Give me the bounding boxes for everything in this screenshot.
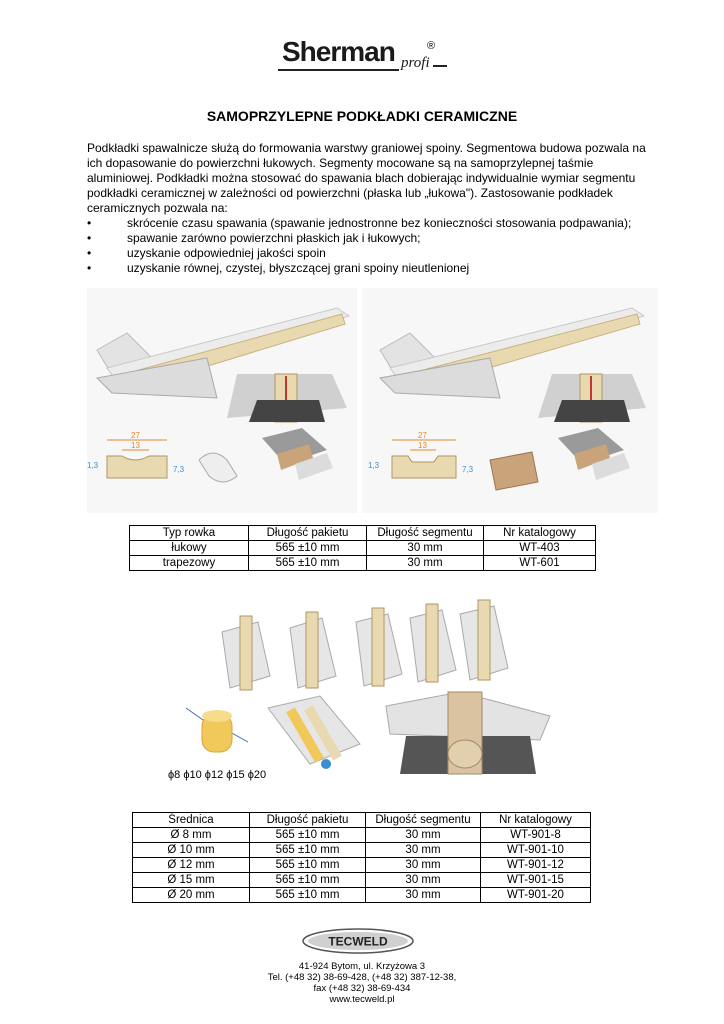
table-row: Ø 15 mm 565 ±10 mm 30 mm WT-901-15 (133, 873, 591, 888)
page-title: SAMOPRZYLEPNE PODKŁADKI CERAMICZNE (206, 108, 518, 124)
footer-address: 41-924 Bytom, ul. Krzyżowa 3 (298, 961, 426, 972)
svg-text:1,3: 1,3 (368, 461, 380, 470)
logo-underline-tail (433, 65, 447, 67)
logo-underline (278, 69, 399, 71)
svg-text:TECWELD: TECWELD (328, 934, 388, 949)
table-groove-types (129, 525, 596, 571)
table-row: Ø 20 mm 565 ±10 mm 30 mm WT-901-20 (133, 888, 591, 903)
list-item: • spawanie zarówno powierzchni płaskich jak i łukowych; (87, 231, 421, 245)
table-row: łukowy 565 ±10 mm 30 mm WT-403 (130, 541, 596, 556)
svg-text:13: 13 (418, 441, 427, 450)
diameter-labels: ϕ8 ϕ10 ϕ12 ϕ15 ϕ20 (168, 769, 267, 781)
brand-name: Sherman (282, 36, 395, 67)
table-row: Ø 8 mm 565 ±10 mm 30 mm WT-901-8 (133, 828, 591, 843)
registered-mark: ® (427, 40, 436, 52)
svg-text:7,3: 7,3 (462, 465, 474, 474)
product-photo-arched (87, 288, 357, 513)
table-row: trapezowy 565 ±10 mm 30 mm WT-601 (130, 556, 596, 571)
svg-text:7,3: 7,3 (173, 465, 185, 474)
footer-fax: fax (+48 32) 38-69-434 (313, 983, 411, 994)
intro-text (87, 141, 647, 276)
table-row: Ø 10 mm 565 ±10 mm 30 mm WT-901-10 (133, 843, 591, 858)
list-item: • uzyskanie odpowiedniej jakości spoin (87, 246, 326, 260)
brand-sub: profi (401, 55, 430, 71)
table-diameters (132, 812, 591, 903)
svg-text:27: 27 (131, 431, 140, 440)
svg-text:13: 13 (131, 441, 140, 450)
list-item: • skrócenie czasu spawania (spawanie jednostronne bez konieczności stosowania podpawania); (87, 216, 632, 230)
svg-text:27: 27 (418, 431, 427, 440)
footer-contact (0, 961, 724, 1005)
product-photo-trapezoid (362, 288, 658, 513)
sherman-logo (278, 36, 448, 76)
tecweld-logo (302, 928, 414, 954)
table-header-row: Średnica Długość pakietu Długość segmentu Nr katalogowy (133, 813, 591, 828)
table-header-row: Typ rowka Długość pakietu Długość segmentu Nr katalogowy (130, 526, 596, 541)
footer-phone: Tel. (+48 32) 38-69-428, (+48 32) 387-12-38, (267, 972, 457, 983)
product-photo-round-rods (160, 596, 560, 786)
benefits-list (87, 216, 647, 276)
intro-paragraph: Podkładki spawalnicze służą do formowania warstwy graniowej spoiny. Segmentowa budowa pozwala na ich dopasowanie do powierzchni łukowych. Segmenty mocowane są na samoprzylepnej taśmie aluminiowej. Podkładki można stosować do spawania blach dobierając indywidualnie wymiar segmentu podkładki ceramicznej w zależności od powierzchni (płaska lub „łukowa"). Zastosowanie podkładek ceramicznych pozwala na: (87, 141, 646, 215)
list-item: • uzyskanie równej, czystej, błyszczącej grani spoiny nieutlenionej (87, 261, 470, 275)
footer-website[interactable]: www.tecweld.pl (329, 994, 395, 1005)
svg-text:1,3: 1,3 (87, 461, 99, 470)
table-row: Ø 12 mm 565 ±10 mm 30 mm WT-901-12 (133, 858, 591, 873)
